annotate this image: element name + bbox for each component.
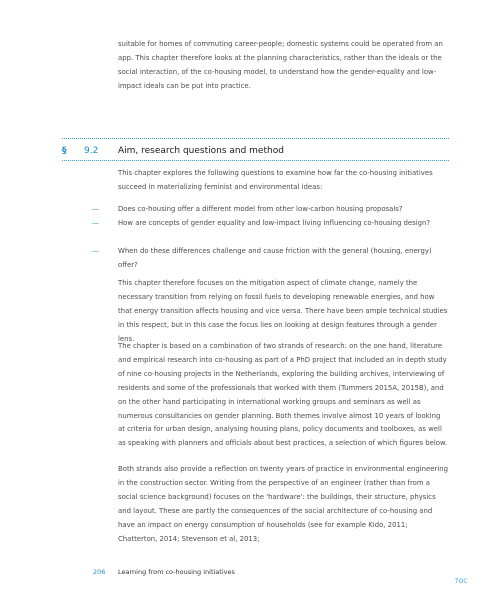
list-dash: — <box>92 219 99 227</box>
list-item-text: How are concepts of gender equality and low-impact living influencing co-housing design? <box>118 219 431 227</box>
body-paragraph: Both strands also provide a reflection on twenty years of practice in environmental engineering in the construction sector. Writing from the perspective of an engineer (rather than from a social science background) focuses on the 'hardware': the buildings, their structure, physics and layout. These are partly the consequences of the social architecture of co-housing and have an impact on energy consumption of households (see for example Kido, 2011; Chatterton, 2014; Stevenson et al, 2013; <box>118 465 448 543</box>
section-symbol: § <box>62 146 67 156</box>
body-paragraph: This chapter therefore focuses on the mitigation aspect of climate change, namely the necessary transition from relying on fossil fuels to developing renewable energies, and how that energy transition affects housing and vice versa. There have been ample technical studies in this respect, but in this case the focus lies on looking at design features through a gender lens. <box>118 279 448 343</box>
list-item-text: Does co-housing offer a different model from other low-carbon housing proposals? <box>118 205 403 213</box>
page-number: 206 <box>93 568 106 576</box>
section-bottom-rule <box>62 160 449 161</box>
running-title: Learning from co-housing initiatives <box>118 568 235 576</box>
questions-intro: This chapter explores the following questions to examine how far the co-housing initiatives succeed in materializing feminist and environmental ideas: <box>118 169 433 191</box>
toc-link[interactable]: TOC <box>455 578 468 585</box>
list-dash: — <box>92 205 99 213</box>
section-top-rule <box>62 138 449 139</box>
section-title: Aim, research questions and method <box>118 146 284 156</box>
body-paragraph: The chapter is based on a combination of two strands of research: on the one hand, literature and empirical research into co-housing as part of a PhD project that included an in depth study of nine co-housing projects in the Netherlands, exploring the building archives, interviewing of residents and some of the professionals that worked with them (Tummers 2015A, 2015B), and on the other hand participating in international working groups and seminars as well as numerous consultancies on gender planning. Both themes involve almost 10 years of looking at criteria for urban design, analysing housing plans, policy documents and toolboxes, as well as speaking with planners and officials about best practices, a selection of which figures below. <box>118 342 448 448</box>
list-item-text: When do these differences challenge and cause friction with the general (housing, energy) offer? <box>118 247 432 269</box>
intro-paragraph: suitable for homes of commuting career-people; domestic systems could be operated from an app. This chapter therefore looks at the planning characteristics, rather than the ideals or the social interaction, of the co-housing model, to understand how the gender-equality and low-impact ideals can be put into practice. <box>118 40 443 90</box>
section-number: 9.2 <box>84 146 99 156</box>
list-dash: — <box>92 247 99 255</box>
